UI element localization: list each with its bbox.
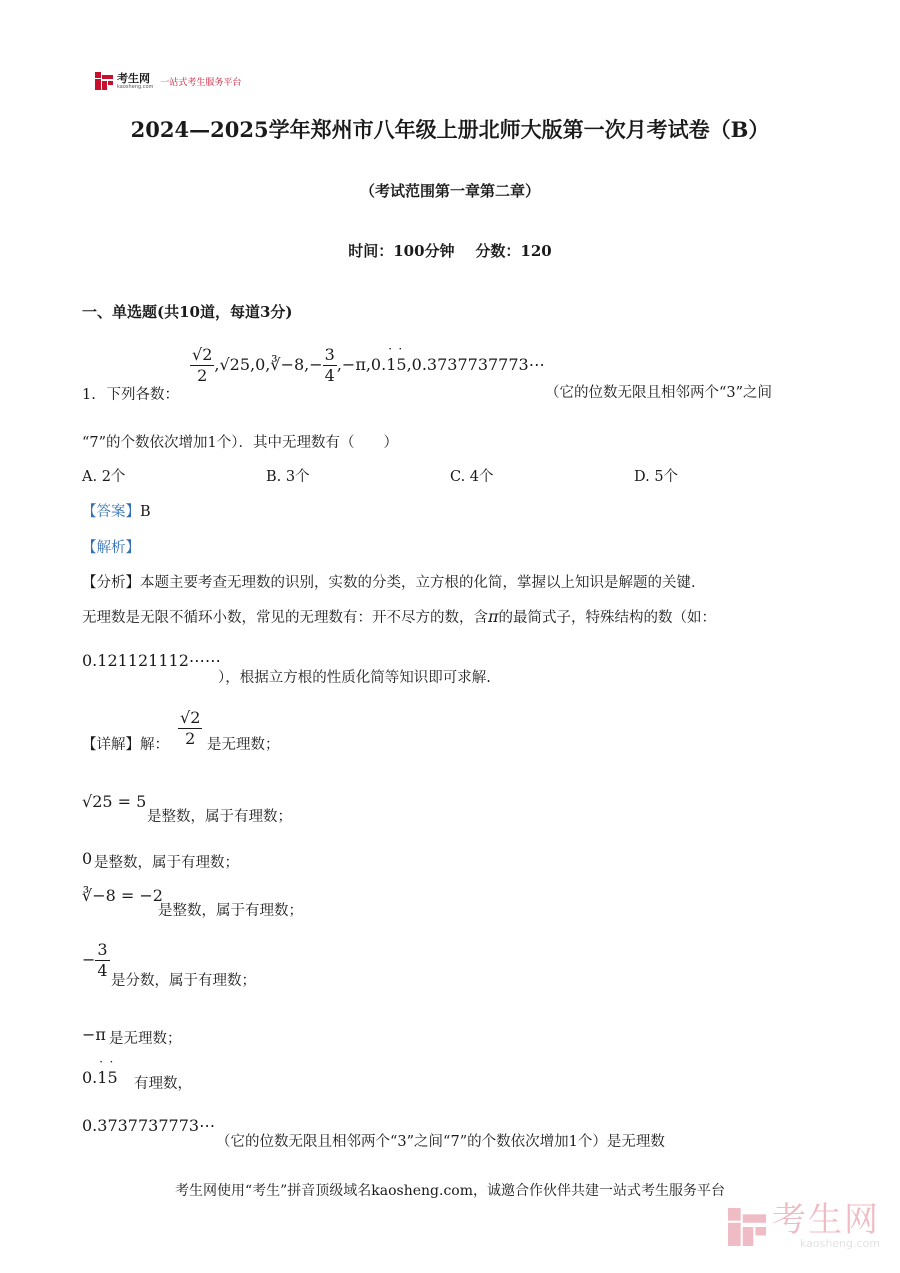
repeating-digit: · 5: [396, 355, 406, 374]
analysis-example-number: 0.121121112⋯⋯: [82, 651, 221, 670]
analysis-line2-b: 的最简式子，特殊结构的数（如：: [498, 610, 717, 626]
fraction-numerator: √2: [192, 345, 213, 364]
header-logo: [95, 70, 241, 92]
analysis-line3-text: ），根据立方根的性质化简等知识即可求解.: [218, 670, 491, 686]
page-footer: 考生网使用“考生”拼音顶级域名kaosheng.com，诚邀合作伙伴共建一站式考生服务平台: [174, 1183, 726, 1199]
page-title: 2024—2025学年郑州市八年级上册北师大版第一次月考试卷（B）: [130, 117, 770, 142]
minus-sign: −: [82, 950, 96, 969]
option-a[interactable]: [82, 465, 125, 486]
detail-4-math: ∛−8 = −2: [82, 886, 163, 905]
fraction-numerator: √2: [180, 708, 201, 727]
fraction-sqrt2-over-2: [178, 708, 202, 749]
expression-tail-b: ,0.3737737773⋯: [406, 355, 545, 374]
detail-4-text: 是整数，属于有理数；: [158, 903, 303, 919]
fraction-numerator: 3: [97, 940, 108, 959]
option-label: D.: [634, 469, 650, 485]
question-1-expression: [190, 345, 545, 386]
fraction-numerator: 3: [324, 345, 335, 364]
detail-7-math: [82, 1068, 118, 1087]
question-lead: 下列各数：: [106, 387, 179, 403]
analysis-line2: [82, 606, 716, 627]
logo-name: 考生网: [117, 71, 150, 85]
section-heading: 一、单选题(共10道，每道3分): [82, 303, 293, 321]
fraction-denominator: 2: [197, 366, 208, 385]
analysis-line2-a: 无理数是无限不循环小数，常见的无理数有：开不尽方的数，含: [82, 610, 488, 626]
detail-2-text: 是整数，属于有理数；: [147, 809, 292, 825]
analysis-tag: 【解析】: [82, 540, 140, 556]
question-1-lead: [82, 383, 179, 404]
analysis-fenxi: 【分析】本题主要考查无理数的识别，实数的分类，立方根的化简，掌握以上知识是解题的关键.: [82, 575, 696, 591]
fraction-3-over-4: [95, 940, 109, 981]
detail-2-math: √25 = 5: [82, 792, 147, 811]
detail-8-text: （它的位数无限且相邻两个“3”之间“7”的个数依次增加1个）是无理数: [216, 1134, 665, 1150]
logo-text-block: [117, 73, 153, 90]
option-text: 3个: [285, 469, 310, 485]
watermark-text-block: [772, 1200, 880, 1250]
logo-icon: [95, 72, 113, 90]
option-label: B.: [266, 469, 282, 485]
repeating-digit: · 1: [386, 355, 396, 374]
time-score-line: 时间：100分钟 分数：120: [348, 242, 552, 260]
detail-1-fraction: [178, 708, 202, 749]
question-1-note: （它的位数无限且相邻两个“3”之间: [545, 385, 773, 401]
watermark-text: 考生网: [772, 1200, 880, 1240]
fraction-3-over-4: [323, 345, 337, 386]
logo-domain: kaosheng.com: [117, 83, 154, 90]
fraction-denominator: 4: [324, 366, 335, 385]
expression-middle: ,√25,0,∛−8,−: [214, 355, 323, 374]
page-subtitle: （考试范围第一章第二章）: [359, 182, 540, 200]
option-c[interactable]: [450, 465, 494, 486]
answer-line: [82, 500, 151, 521]
repeating-digit: · 5: [107, 1068, 117, 1087]
option-label: A.: [82, 469, 98, 485]
option-d[interactable]: [634, 465, 678, 486]
detail-8-math: 0.3737737773⋯: [82, 1116, 216, 1135]
detail-3-math: 0: [82, 849, 93, 868]
detail-5-text: 是分数，属于有理数；: [111, 973, 256, 989]
detail-5-math: [82, 940, 110, 981]
question-number: 1.: [82, 387, 96, 403]
answer-value: B: [140, 504, 151, 520]
option-label: C.: [450, 469, 466, 485]
expression-tail-a: ,−π,0.: [336, 355, 387, 374]
option-text: 2个: [101, 469, 126, 485]
fraction-sqrt2-over-2: [190, 345, 214, 386]
watermark: [728, 1200, 880, 1250]
option-text: 5个: [654, 469, 679, 485]
watermark-domain: kaosheng.com: [799, 1237, 880, 1250]
decimal-prefix: 0.: [82, 1068, 98, 1087]
option-text: 4个: [469, 469, 494, 485]
question-1-line2: “7”的个数依次增加1个）．其中无理数有（ ）: [82, 435, 399, 451]
detail-7-text: 有理数，: [134, 1076, 192, 1092]
logo-slogan: 一站式考生服务平台: [160, 77, 242, 88]
pi-symbol: π: [488, 607, 499, 626]
detail-tag: 【详解】解：: [82, 737, 169, 753]
detail-3-text: 是整数，属于有理数；: [94, 855, 239, 871]
detail-6-text: 是无理数；: [109, 1031, 182, 1047]
answer-tag: 【答案】: [82, 504, 140, 520]
detail-6-math: −π: [82, 1025, 106, 1044]
watermark-logo-icon: [728, 1208, 766, 1246]
fraction-denominator: 4: [97, 961, 108, 980]
option-b[interactable]: [266, 465, 310, 486]
repeating-digit: · 1: [97, 1068, 107, 1087]
detail-1-text: 是无理数；: [207, 737, 280, 753]
fraction-denominator: 2: [185, 729, 196, 748]
